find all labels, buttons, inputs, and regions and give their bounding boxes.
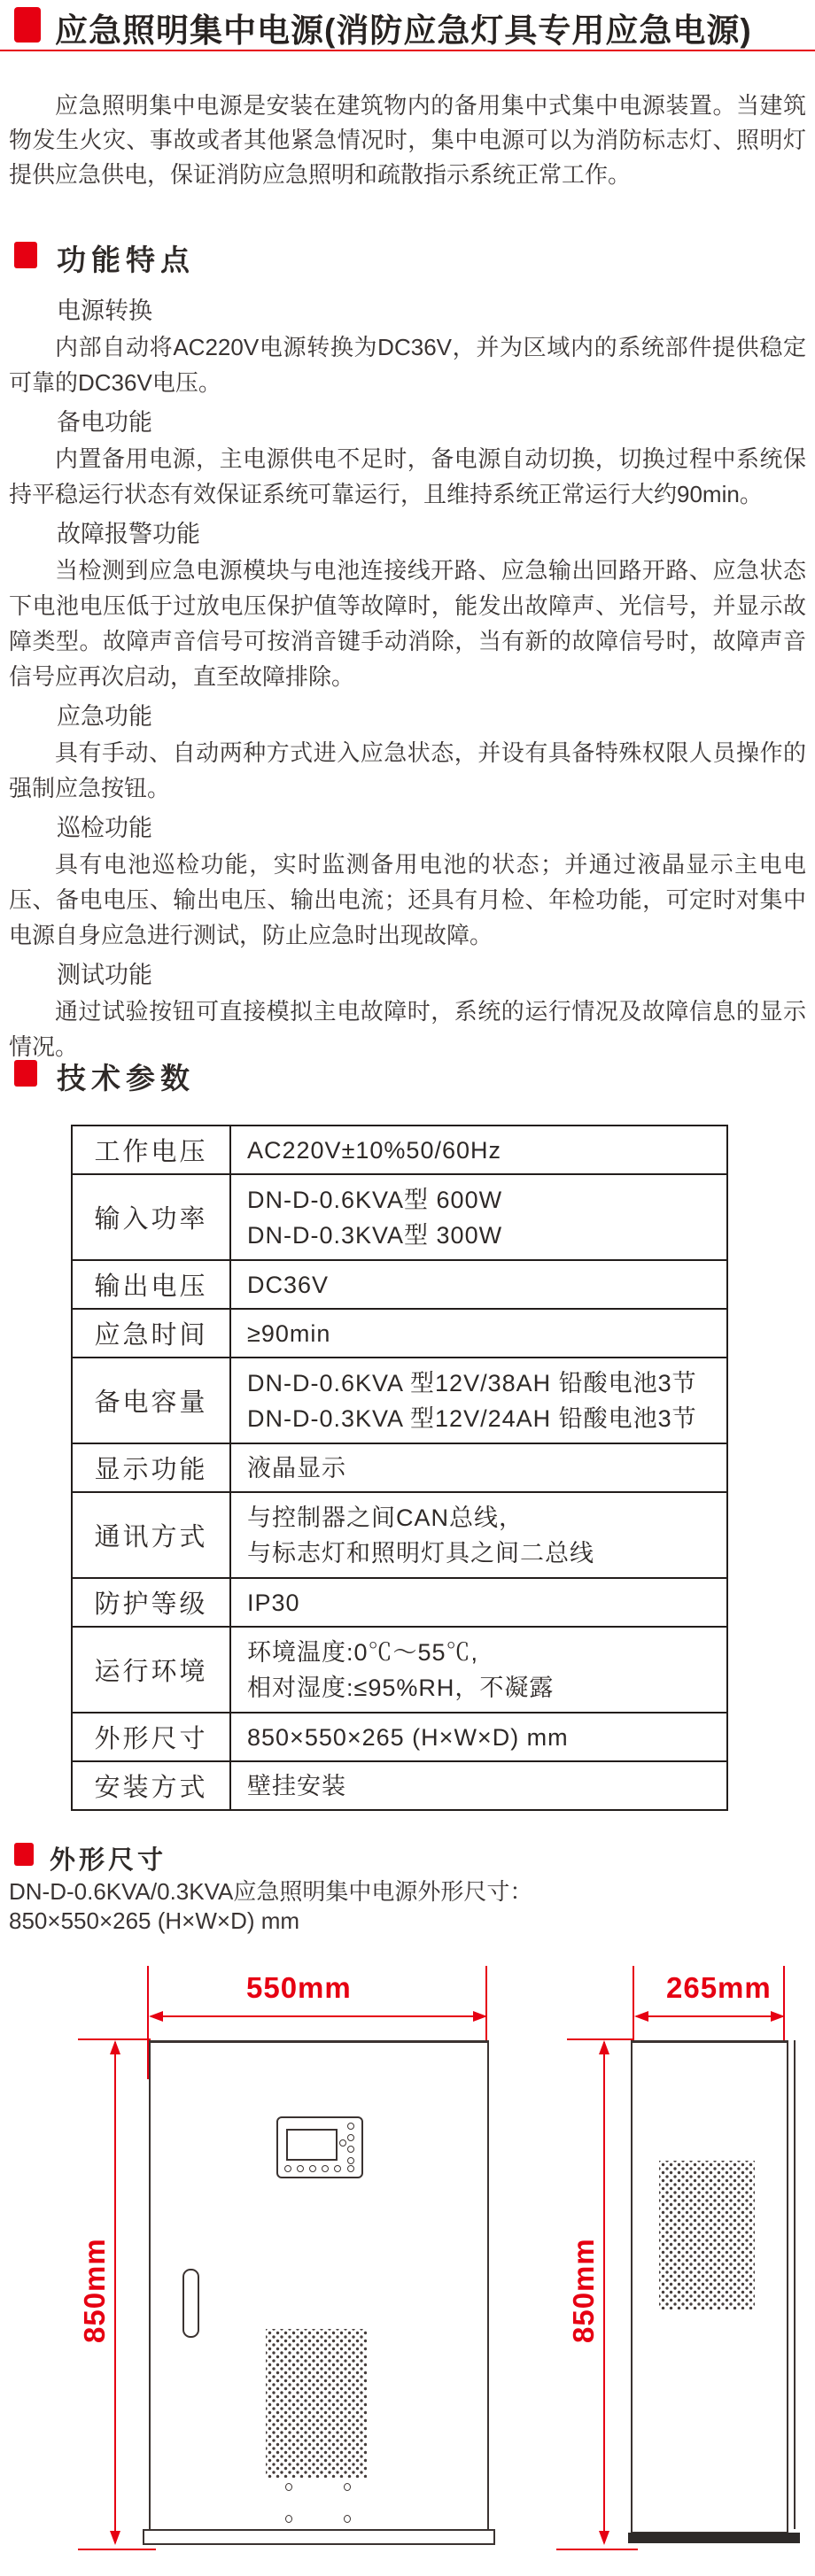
feature-title: 测试功能 [57, 962, 152, 988]
side-view-base [628, 2533, 800, 2543]
param-value-line: 与标志灯和照明灯具之间二总线 [247, 1539, 594, 1566]
dim-label-front-height: 850mm [78, 2238, 111, 2343]
screw-dot [344, 2483, 351, 2491]
param-label-cell: 输入功率 [72, 1174, 230, 1260]
dimension-line-front-height [114, 2042, 116, 2543]
param-value-cell [230, 1627, 727, 1713]
param-label-cell: 通讯方式 [72, 1492, 230, 1578]
table-row [72, 1492, 727, 1578]
param-value-cell [230, 1358, 727, 1443]
door-handle [182, 2269, 199, 2338]
dim-label-front-width: 550mm [246, 1971, 352, 2004]
features-list [9, 298, 806, 1073]
tech-params-table [71, 1125, 728, 1811]
dimensions-note-line2: 850×550×265 (H×W×D) mm [9, 1907, 300, 1934]
feature-body: 当检测到应急电源模块与电池连接线开路、应急输出回路开路、应急状态下电池电压低于过放电压保护值等故障时，能发出故障声、光信号，并显示故障类型。故障声音信号可按消音键手动消除，当有新的故障信号时，故障声音信号应再次启动，直至故障排除。 [9, 557, 806, 690]
feature-title: 故障报警功能 [57, 521, 200, 547]
feature-title: 备电功能 [57, 409, 152, 436]
page-title: 应急照明集中电源(消防应急灯具专用应急电源) [55, 12, 752, 49]
param-value-cell [230, 1578, 727, 1627]
param-label-cell: 安装方式 [72, 1761, 230, 1810]
param-value-line: IP30 [247, 1589, 300, 1616]
outline-drawing [0, 1957, 815, 2575]
red-square-bullet-icon [14, 1843, 34, 1866]
arrow-up-icon [110, 2040, 120, 2054]
param-value-cell [230, 1443, 727, 1492]
screw-dot [344, 2515, 351, 2523]
features-heading-text: 功能特点 [57, 244, 195, 276]
panel-button [284, 2165, 291, 2172]
param-label-cell: 运行环境 [72, 1627, 230, 1713]
table-row [72, 1174, 727, 1260]
indicator-led [347, 2157, 354, 2164]
table-row [72, 1713, 727, 1761]
table-row [72, 1443, 727, 1492]
dimension-line-265mm [636, 2015, 783, 2017]
param-label-cell: 应急时间 [72, 1309, 230, 1358]
param-label-cell: 备电容量 [72, 1358, 230, 1443]
param-label-cell: 显示功能 [72, 1443, 230, 1492]
vent-grid-front [266, 2329, 367, 2478]
intro-paragraph: 应急照明集中电源是安装在建筑物内的备用集中式集中电源装置。当建筑物发生火灾、事故或者其他紧急情况时，集中电源可以为消防标志灯、照明灯提供应急供电，保证消防应急照明和疏散指示系统正常工作。 [9, 92, 806, 188]
param-value-line: ≥90min [247, 1319, 331, 1347]
table-row [72, 1260, 727, 1309]
panel-button [322, 2165, 329, 2172]
indicator-led [347, 2146, 354, 2153]
param-value-line: 液晶显示 [247, 1454, 346, 1481]
feature-body: 具有电池巡检功能，实时监测备用电池的状态；并通过液晶显示主电电压、备电电压、输出电压、输出电流；还具有月检、年检功能，可定时对集中电源自身应急进行测试，防止应急时出现故障。 [9, 851, 806, 948]
table-row [72, 1627, 727, 1713]
red-square-bullet-icon [14, 242, 37, 268]
tech-params-heading-text: 技术参数 [57, 1062, 195, 1095]
dimension-line-side-height [603, 2042, 605, 2543]
indicator-led [347, 2123, 354, 2130]
arrow-left-icon [149, 2011, 163, 2022]
feature-body: 通过试验按钮可直接模拟主电故障时，系统的运行情况及故障信息的显示情况。 [9, 998, 806, 1060]
arrow-left-icon [634, 2011, 648, 2022]
dimensions-heading-text: 外形尺寸 [50, 1846, 167, 1875]
feature-title: 电源转换 [57, 298, 152, 324]
param-label-cell: 外形尺寸 [72, 1713, 230, 1761]
param-value-line: DN-D-0.3KVA 型12V/24AH 铅酸电池3节 [247, 1404, 697, 1432]
dimension-extension-line [556, 2549, 638, 2550]
param-value-line: 壁挂安装 [247, 1772, 346, 1799]
arrow-down-icon [110, 2531, 120, 2545]
panel-button [297, 2165, 304, 2172]
param-value-cell [230, 1713, 727, 1761]
arrow-right-icon [771, 2011, 785, 2022]
arrow-right-icon [473, 2011, 487, 2022]
arrow-up-icon [599, 2040, 609, 2054]
dim-label-side-height: 850mm [567, 2238, 600, 2343]
arrow-down-icon [599, 2531, 609, 2545]
param-value-cell [230, 1309, 727, 1358]
param-label-cell: 防护等级 [72, 1578, 230, 1627]
param-value-cell [230, 1260, 727, 1309]
table-row [72, 1578, 727, 1627]
dim-label-side-depth: 265mm [666, 1971, 772, 2004]
feature-title: 巡检功能 [57, 815, 152, 841]
dimension-line-550mm [151, 2015, 485, 2017]
control-panel [276, 2116, 363, 2178]
panel-button [309, 2165, 316, 2172]
param-label-cell: 输出电压 [72, 1260, 230, 1309]
param-value-line: 850×550×265 (H×W×D) mm [247, 1723, 569, 1751]
indicator-led [347, 2134, 354, 2141]
param-value-line: AC220V±10%50/60Hz [247, 1136, 501, 1164]
feature-body: 内部自动将AC220V电源转换为DC36V，并为区域内的系统部件提供稳定可靠的DC36V电压。 [9, 334, 806, 396]
param-value-line: 环境温度:0℃～55℃, [247, 1638, 479, 1666]
param-value-line: DN-D-0.6KVA 型12V/38AH 铅酸电池3节 [247, 1369, 697, 1396]
title-underline [0, 50, 815, 51]
screw-dot [285, 2515, 292, 2523]
param-value-line: 相对湿度:≤95%RH，不凝露 [247, 1674, 555, 1701]
vent-grid-side [659, 2161, 755, 2309]
param-value-line: DN-D-0.3KVA型 300W [247, 1221, 503, 1249]
table-row [72, 1761, 727, 1810]
red-square-bullet-icon [14, 7, 41, 43]
param-value-line: 与控制器之间CAN总线， [247, 1504, 524, 1531]
red-square-bullet-icon [14, 1060, 37, 1087]
table-row [72, 1126, 727, 1174]
front-view-base [143, 2529, 495, 2545]
panel-button [334, 2165, 341, 2172]
screw-dot [285, 2483, 292, 2491]
panel-button [347, 2165, 354, 2172]
param-value-line: DC36V [247, 1271, 330, 1298]
param-value-cell [230, 1761, 727, 1810]
dimension-extension-line [78, 2549, 156, 2550]
feature-body: 内置备用电源，主电源供电不足时，备电源自动切换，切换过程中系统保持平稳运行状态有效保证系统可靠运行，且维持系统正常运行大约90min。 [9, 445, 806, 507]
lcd-screen [286, 2129, 338, 2161]
param-value-line: DN-D-0.6KVA型 600W [247, 1186, 503, 1213]
feature-title: 应急功能 [57, 703, 152, 730]
param-value-cell [230, 1174, 727, 1260]
table-row [72, 1358, 727, 1443]
feature-body: 具有手动、自动两种方式进入应急状态，并设有具备特殊权限人员操作的强制应急按钮。 [9, 739, 806, 801]
side-view-door-edge [794, 2040, 796, 2529]
param-value-cell [230, 1126, 727, 1174]
param-label-cell: 工作电压 [72, 1126, 230, 1174]
table-row [72, 1309, 727, 1358]
title-row [0, 4, 815, 48]
param-value-cell [230, 1492, 727, 1578]
indicator-led [339, 2139, 346, 2147]
dimensions-note-line1: DN-D-0.6KVA/0.3KVA应急照明集中电源外形尺寸： [9, 1878, 533, 1905]
